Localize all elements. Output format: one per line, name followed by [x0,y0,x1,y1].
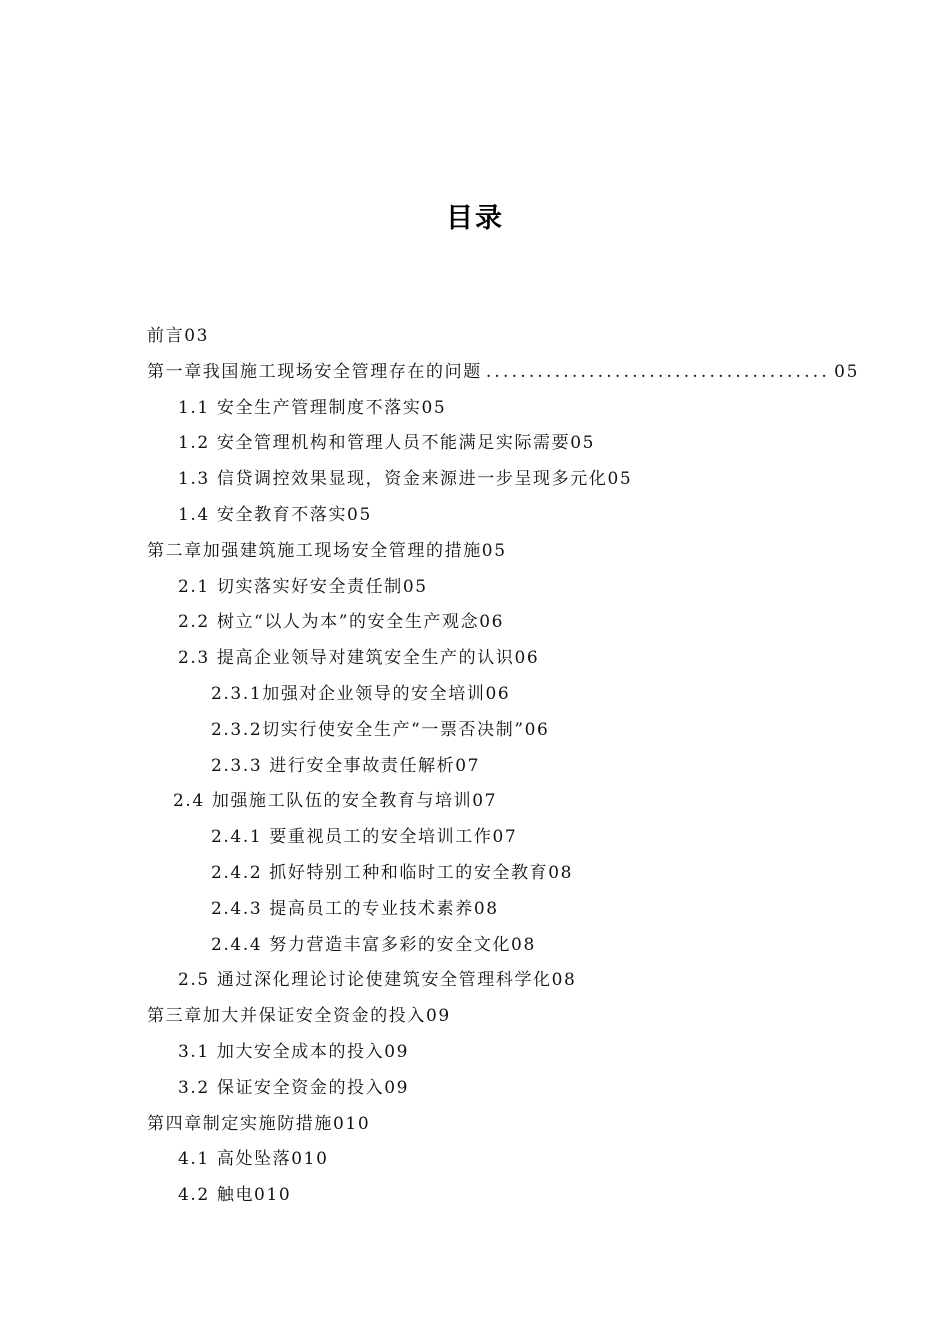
toc-entry-text: 1.2 安全管理机构和管理人员不能满足实际需要05 [178,433,596,454]
toc-entry-text: 2.3.1加强对企业领导的安全培训06 [211,683,511,704]
toc-entry-text: 前言03 [147,326,210,346]
toc-entry-2-4-3[interactable] [0,892,950,928]
toc-entry-2-2[interactable] [0,605,950,641]
toc-entry-text: 第四章制定实施防措施010 [147,1113,371,1134]
toc-entry-2-5[interactable] [0,963,950,999]
toc-entry-2-4-4[interactable] [0,928,950,964]
toc-entry-chapter-3[interactable] [0,999,950,1035]
toc-entry-text: 2.3 提高企业领导对建筑安全生产的认识06 [178,648,540,669]
toc-entry-2-3-2[interactable] [0,713,950,749]
toc-entry-4-2[interactable] [0,1178,950,1214]
toc-entry-text: 3.2 保证安全资金的投入09 [178,1077,410,1098]
toc-entry-2-3-1[interactable] [0,677,950,713]
toc-entry-text: 1.4 安全教育不落实05 [178,504,372,525]
toc-entry-text: 3.1 加大安全成本的投入09 [178,1041,410,1062]
dot-leader [486,355,830,391]
toc-entry-page: 05 [834,361,859,382]
toc-entry-3-2[interactable] [0,1071,950,1107]
toc-entry-text: 2.4.3 提高员工的专业技术素养08 [211,898,499,919]
toc-entry-1-3[interactable] [0,462,950,498]
toc-entry-1-2[interactable] [0,426,950,462]
toc-entry-1-4[interactable] [0,498,950,534]
toc-entry-text: 2.4 加强施工队伍的安全教育与培训07 [173,791,498,812]
toc-entry-text: 第三章加大并保证安全资金的投入09 [147,1006,451,1027]
toc-entry-2-4-1[interactable] [0,820,950,856]
toc-entry-text: 2.4.2 抓好特别工种和临时工的安全教育08 [211,862,574,883]
toc-entry-text: 2.1 切实落实好安全责任制05 [178,576,428,597]
toc-entry-1-1[interactable] [0,391,950,427]
page-title: 目录 [446,203,504,234]
table-of-contents [0,319,950,1214]
toc-entry-text: 2.4.4 努力营造丰富多彩的安全文化08 [211,934,536,955]
toc-entry-text: 1.1 安全生产管理制度不落实05 [178,397,447,418]
toc-entry-4-1[interactable] [0,1142,950,1178]
toc-entry-text: 2.5 通过深化理论讨论使建筑安全管理科学化08 [178,970,577,991]
toc-entry-chapter-2[interactable] [0,534,950,570]
toc-entry-2-4-2[interactable] [0,856,950,892]
toc-entry-text: 2.2 树立“以人为本”的安全生产观念06 [178,612,505,633]
toc-entry-chapter-1[interactable] [0,355,950,391]
toc-entry-text: 1.3 信贷调控效果显现，资金来源进一步呈现多元化05 [178,469,633,490]
toc-entry-chapter-4[interactable] [0,1107,950,1143]
toc-entry-2-1[interactable] [0,570,950,606]
toc-entry-text: 第一章我国施工现场安全管理存在的问题 [147,361,482,382]
toc-entry-text: 4.1 高处坠落010 [178,1149,329,1170]
toc-entry-text: 2.3.2切实行使安全生产“一票否决制”06 [211,719,550,740]
toc-entry-2-4[interactable] [0,784,950,820]
toc-entry-preface[interactable] [0,319,950,355]
toc-entry-text: 第二章加强建筑施工现场安全管理的措施05 [147,540,507,561]
toc-entry-2-3[interactable] [0,641,950,677]
toc-entry-2-3-3[interactable] [0,749,950,785]
toc-entry-3-1[interactable] [0,1035,950,1071]
toc-entry-text: 4.2 触电010 [178,1185,292,1206]
toc-entry-text: 2.4.1 要重视员工的安全培训工作07 [211,827,518,848]
toc-entry-text: 2.3.3 进行安全事故责任解析07 [211,755,481,776]
